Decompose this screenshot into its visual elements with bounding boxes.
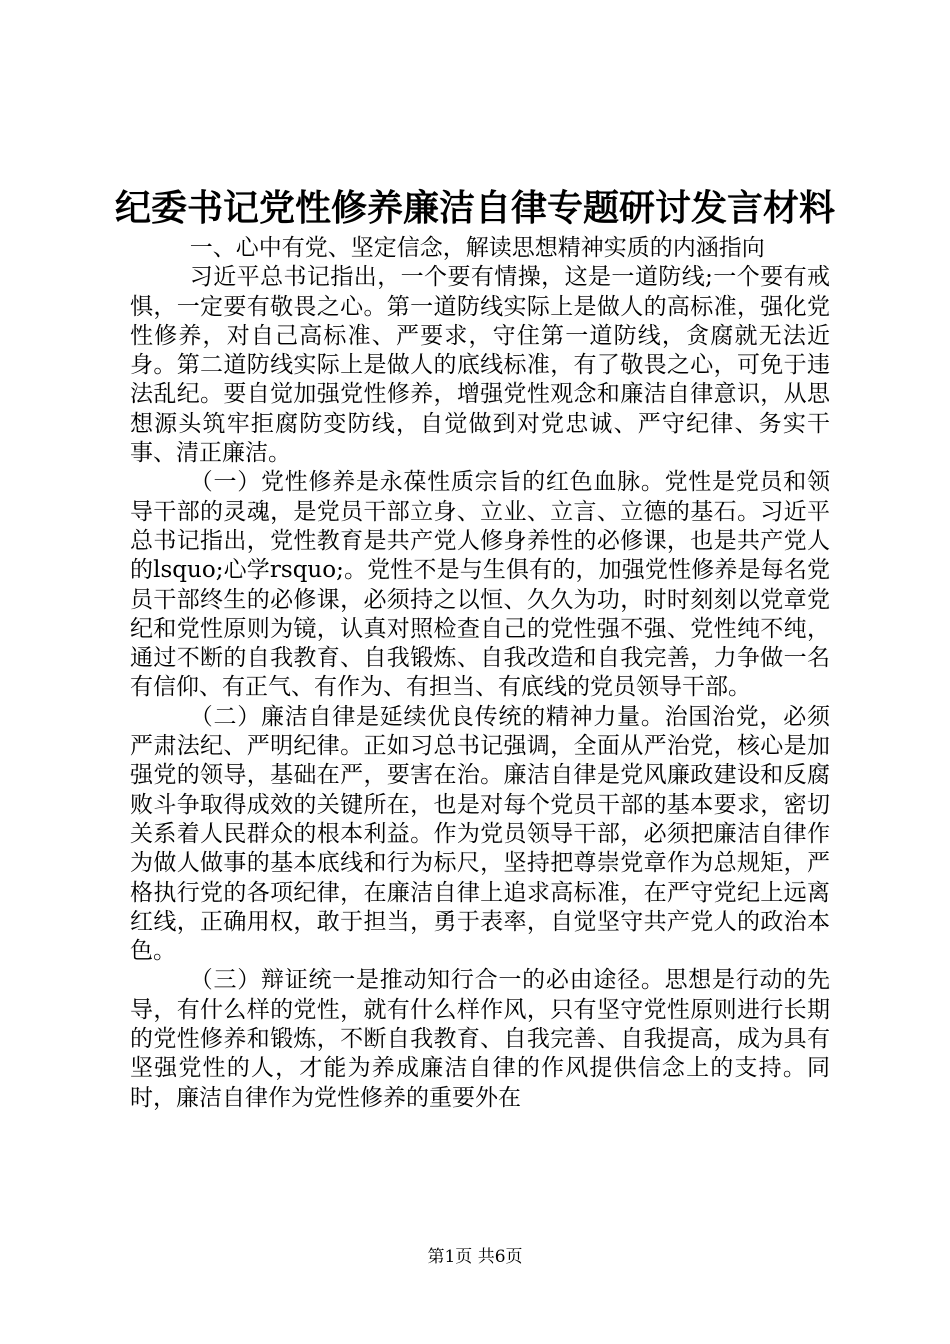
document-title: 纪委书记党性修养廉洁自律专题研讨发言材料 [114, 188, 835, 229]
body-paragraph: （二）廉洁自律是延续优良传统的精神力量。治国治党，必须严肃法纪、严明纪律。正如习总书记强调，全面从严治党，核心是加强党的领导，基础在严，要害在治。廉洁自律是党风廉政建设和反腐败斗争取得成效的关键所在，也是对每个党员干部的基本要求，密切关系着人民群众的根本利益。作为党员领导干部，必须把廉洁自律作为做人做事的基本底线和行为标尺，坚持把尊崇党章作为总规矩，严格执行党的各项纪律，在廉洁自律上追求高标准，在严守党纪上远离红线，正确用权，敢于担当，勇于表率，自觉坚守共产党人的政治本色。 [130, 703, 830, 965]
body-paragraph: 习近平总书记指出，一个要有情操，这是一道防线;一个要有戒惧，一定要有敬畏之心。第一道防线实际上是做人的高标准，强化党性修养，对自己高标准、严要求，守住第一道防线，贪腐就无法近身。第二道防线实际上是做人的底线标准，有了敬畏之心，可免于违法乱纪。要自觉加强党性修养，增强党性观念和廉洁自律意识，从思想源头筑牢拒腐防变防线，自觉做到对党忠诚、严守纪律、务实干事、清正廉洁。 [130, 264, 830, 467]
body-paragraph: （三）辩证统一是推动知行合一的必由途径。思想是行动的先导，有什么样的党性，就有什么样作风，只有坚守党性原则进行长期的党性修养和锻炼，不断自我教育、自我完善、自我提高，成为具有坚强党性的人，才能为养成廉洁自律的作风提供信念上的支持。同时，廉洁自律作为党性修养的重要外在 [130, 967, 830, 1111]
body-paragraph: （一）党性修养是永葆性质宗旨的红色血脉。党性是党员和领导干部的灵魂，是党员干部立身、立业、立言、立德的基石。习近平总书记指出，党性教育是共产党人修身养性的必修课，也是共产党人的lsquo;心学rsquo;。党性不是与生俱有的，加强党性修养是每名党员干部终生的必修课，必须持之以恒、久久为功，时时刻刻以党章党纪和党性原则为镜，认真对照检查自己的党性强不强、党性纯不纯，通过不断的自我教育、自我锻炼、自我改造和自我完善，力争做一名有信仰、有正气、有作为、有担当、有底线的党员领导干部。 [130, 469, 830, 701]
section-heading: 一、心中有党、坚定信念，解读思想精神实质的内涵指向 [189, 235, 765, 261]
document-body [130, 234, 830, 1113]
page-number-footer: 第1页 共6页 [427, 1247, 523, 1267]
